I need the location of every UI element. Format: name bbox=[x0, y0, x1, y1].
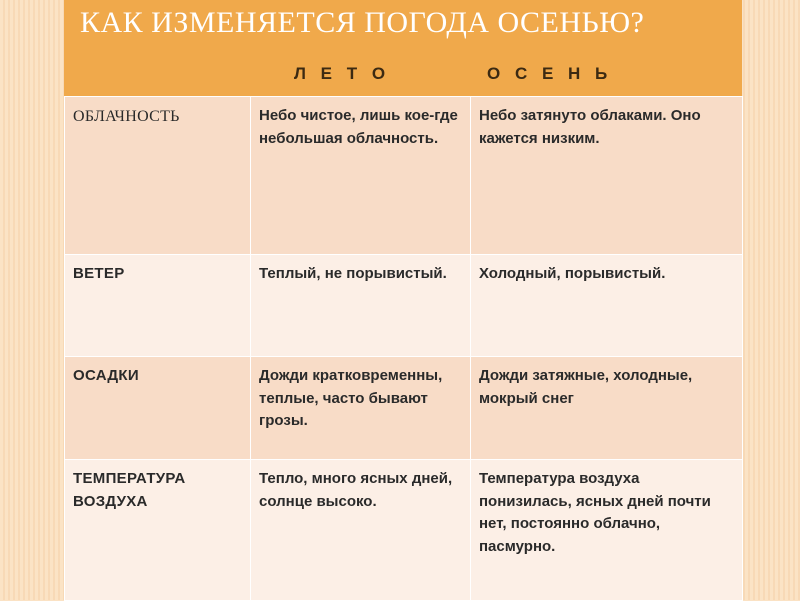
cell-autumn-cloudiness: Небо затянуто облаками. Оно кажется низким. bbox=[471, 97, 743, 255]
slide-header bbox=[64, 0, 742, 98]
cell-summer-temperature: Тепло, много ясных дней, солнце высоко. bbox=[251, 460, 471, 601]
cell-summer-cloudiness: Небо чистое, лишь кое-где небольшая облачность. bbox=[251, 97, 471, 255]
row-label-precipitation: ОСАДКИ bbox=[65, 357, 251, 460]
row-label-wind: ВЕТЕР bbox=[65, 255, 251, 357]
table-row-wind bbox=[65, 255, 743, 357]
column-header-summer: Л Е Т О bbox=[294, 64, 391, 83]
cell-autumn-temperature: Температура воздуха понизилась, ясных дней почти нет, постоянно облачно, пасмурно. bbox=[471, 460, 743, 601]
cell-autumn-wind: Холодный, порывистый. bbox=[471, 255, 743, 357]
row-label-cloudiness: ОБЛАЧНОСТЬ bbox=[65, 97, 251, 255]
cell-summer-wind: Теплый, не порывистый. bbox=[251, 255, 471, 357]
slide bbox=[64, 0, 742, 600]
table-row-precipitation bbox=[65, 357, 743, 460]
column-header-autumn: О С Е Н Ь bbox=[487, 64, 613, 83]
weather-comparison-table bbox=[64, 96, 743, 601]
table-row-cloudiness bbox=[65, 97, 743, 255]
slide-title: КАК ИЗМЕНЯЕТСЯ ПОГОДА ОСЕНЬЮ? bbox=[80, 6, 645, 39]
cell-summer-precipitation: Дожди кратковременны, теплые, часто бывают грозы. bbox=[251, 357, 471, 460]
row-label-temperature: ТЕМПЕРАТУРА ВОЗДУХА bbox=[65, 460, 251, 601]
table-right-border bbox=[742, 96, 743, 600]
cell-autumn-precipitation: Дожди затяжные, холодные, мокрый снег bbox=[471, 357, 743, 460]
table-row-temperature bbox=[65, 460, 743, 601]
